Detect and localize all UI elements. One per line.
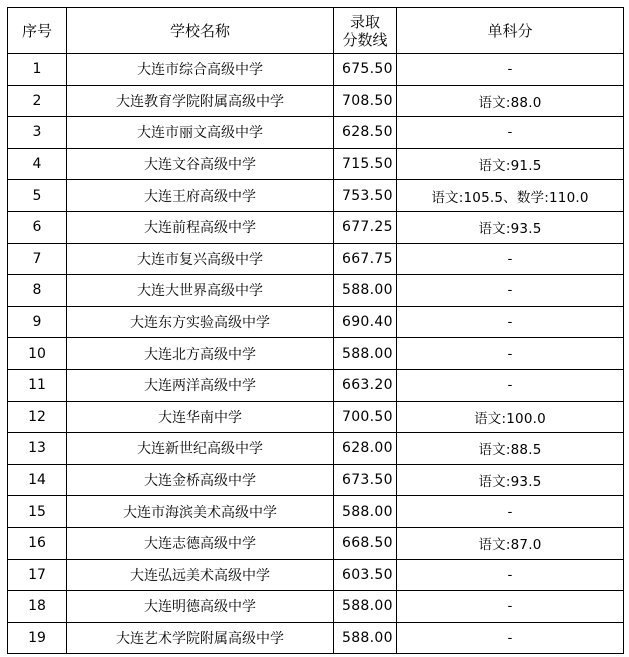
table-row: [8, 275, 624, 307]
cell-single-subject: -: [397, 338, 624, 370]
cell-index: 15: [8, 496, 67, 528]
cell-school-name: 大连教育学院附属高级中学: [67, 85, 334, 117]
cell-single-subject: 语文:91.5: [397, 148, 624, 180]
cell-single-subject: 语文:88.5: [397, 433, 624, 465]
cell-single-subject: -: [397, 306, 624, 338]
cell-school-name: 大连新世纪高级中学: [67, 433, 334, 465]
cell-admission-score: 668.50: [334, 527, 397, 559]
header-admission-score: [334, 8, 397, 54]
cell-admission-score: 588.00: [334, 591, 397, 623]
table-row: [8, 527, 624, 559]
table-header: [8, 8, 624, 54]
cell-admission-score: 588.00: [334, 338, 397, 370]
cell-admission-score: 588.00: [334, 496, 397, 528]
cell-admission-score: 673.50: [334, 464, 397, 496]
cell-admission-score: 753.50: [334, 180, 397, 212]
cell-school-name: 大连文谷高级中学: [67, 148, 334, 180]
cell-index: 3: [8, 117, 67, 149]
cell-index: 12: [8, 401, 67, 433]
cell-school-name: 大连王府高级中学: [67, 180, 334, 212]
header-school-name: 学校名称: [67, 8, 334, 54]
table-row: [8, 117, 624, 149]
cell-school-name: 大连市丽文高级中学: [67, 117, 334, 149]
table-row: [8, 622, 624, 654]
table-row: [8, 243, 624, 275]
cell-single-subject: 语文:93.5: [397, 211, 624, 243]
cell-single-subject: 语文:100.0: [397, 401, 624, 433]
cell-school-name: 大连市综合高级中学: [67, 54, 334, 86]
cell-admission-score: 715.50: [334, 148, 397, 180]
cell-school-name: 大连两洋高级中学: [67, 369, 334, 401]
cell-index: 19: [8, 622, 67, 654]
table-row: [8, 211, 624, 243]
table-row: [8, 180, 624, 212]
cell-single-subject: -: [397, 559, 624, 591]
table-body: [8, 54, 624, 654]
cell-admission-score: 675.50: [334, 54, 397, 86]
header-score-line2: 分数线: [342, 30, 388, 49]
cell-school-name: 大连明德高级中学: [67, 591, 334, 623]
cell-single-subject: -: [397, 369, 624, 401]
cell-single-subject: -: [397, 275, 624, 307]
cell-school-name: 大连前程高级中学: [67, 211, 334, 243]
cell-admission-score: 690.40: [334, 306, 397, 338]
cell-single-subject: 语文:87.0: [397, 527, 624, 559]
table-row: [8, 306, 624, 338]
cell-index: 2: [8, 85, 67, 117]
cell-school-name: 大连市复兴高级中学: [67, 243, 334, 275]
table-row: [8, 433, 624, 465]
cell-school-name: 大连东方实验高级中学: [67, 306, 334, 338]
table-row: [8, 496, 624, 528]
header-score-line1: 录取: [349, 12, 380, 31]
table-row: [8, 401, 624, 433]
cell-single-subject: -: [397, 243, 624, 275]
cell-index: 9: [8, 306, 67, 338]
cell-school-name: 大连北方高级中学: [67, 338, 334, 370]
cell-single-subject: 语文:105.5、数学:110.0: [397, 180, 624, 212]
cell-index: 13: [8, 433, 67, 465]
table-row: [8, 54, 624, 86]
header-row: [8, 8, 624, 54]
cell-school-name: 大连志德高级中学: [67, 527, 334, 559]
cell-admission-score: 628.00: [334, 433, 397, 465]
table-row: [8, 591, 624, 623]
cell-single-subject: -: [397, 622, 624, 654]
cell-admission-score: 588.00: [334, 622, 397, 654]
cell-school-name: 大连大世界高级中学: [67, 275, 334, 307]
header-index: 序号: [8, 8, 67, 54]
cell-school-name: 大连华南中学: [67, 401, 334, 433]
cell-index: 6: [8, 211, 67, 243]
table-row: [8, 338, 624, 370]
cell-single-subject: -: [397, 54, 624, 86]
cell-index: 11: [8, 369, 67, 401]
cell-single-subject: 语文:88.0: [397, 85, 624, 117]
cell-school-name: 大连艺术学院附属高级中学: [67, 622, 334, 654]
table-row: [8, 369, 624, 401]
cell-index: 7: [8, 243, 67, 275]
cell-single-subject: 语文:93.5: [397, 464, 624, 496]
cell-admission-score: 603.50: [334, 559, 397, 591]
cell-admission-score: 628.50: [334, 117, 397, 149]
cell-index: 4: [8, 148, 67, 180]
cell-school-name: 大连弘远美术高级中学: [67, 559, 334, 591]
table-row: [8, 464, 624, 496]
cell-admission-score: 667.75: [334, 243, 397, 275]
cell-admission-score: 663.20: [334, 369, 397, 401]
cell-admission-score: 588.00: [334, 275, 397, 307]
cell-index: 16: [8, 527, 67, 559]
table-row: [8, 559, 624, 591]
admission-score-table: [7, 7, 624, 654]
cell-admission-score: 700.50: [334, 401, 397, 433]
table-row: [8, 85, 624, 117]
cell-index: 10: [8, 338, 67, 370]
cell-admission-score: 677.25: [334, 211, 397, 243]
cell-index: 5: [8, 180, 67, 212]
cell-single-subject: -: [397, 591, 624, 623]
cell-single-subject: -: [397, 496, 624, 528]
cell-single-subject: -: [397, 117, 624, 149]
cell-school-name: 大连金桥高级中学: [67, 464, 334, 496]
header-single-subject: 单科分: [397, 8, 624, 54]
cell-school-name: 大连市海滨美术高级中学: [67, 496, 334, 528]
table-row: [8, 148, 624, 180]
cell-index: 17: [8, 559, 67, 591]
cell-admission-score: 708.50: [334, 85, 397, 117]
cell-index: 14: [8, 464, 67, 496]
cell-index: 18: [8, 591, 67, 623]
cell-index: 1: [8, 54, 67, 86]
cell-index: 8: [8, 275, 67, 307]
